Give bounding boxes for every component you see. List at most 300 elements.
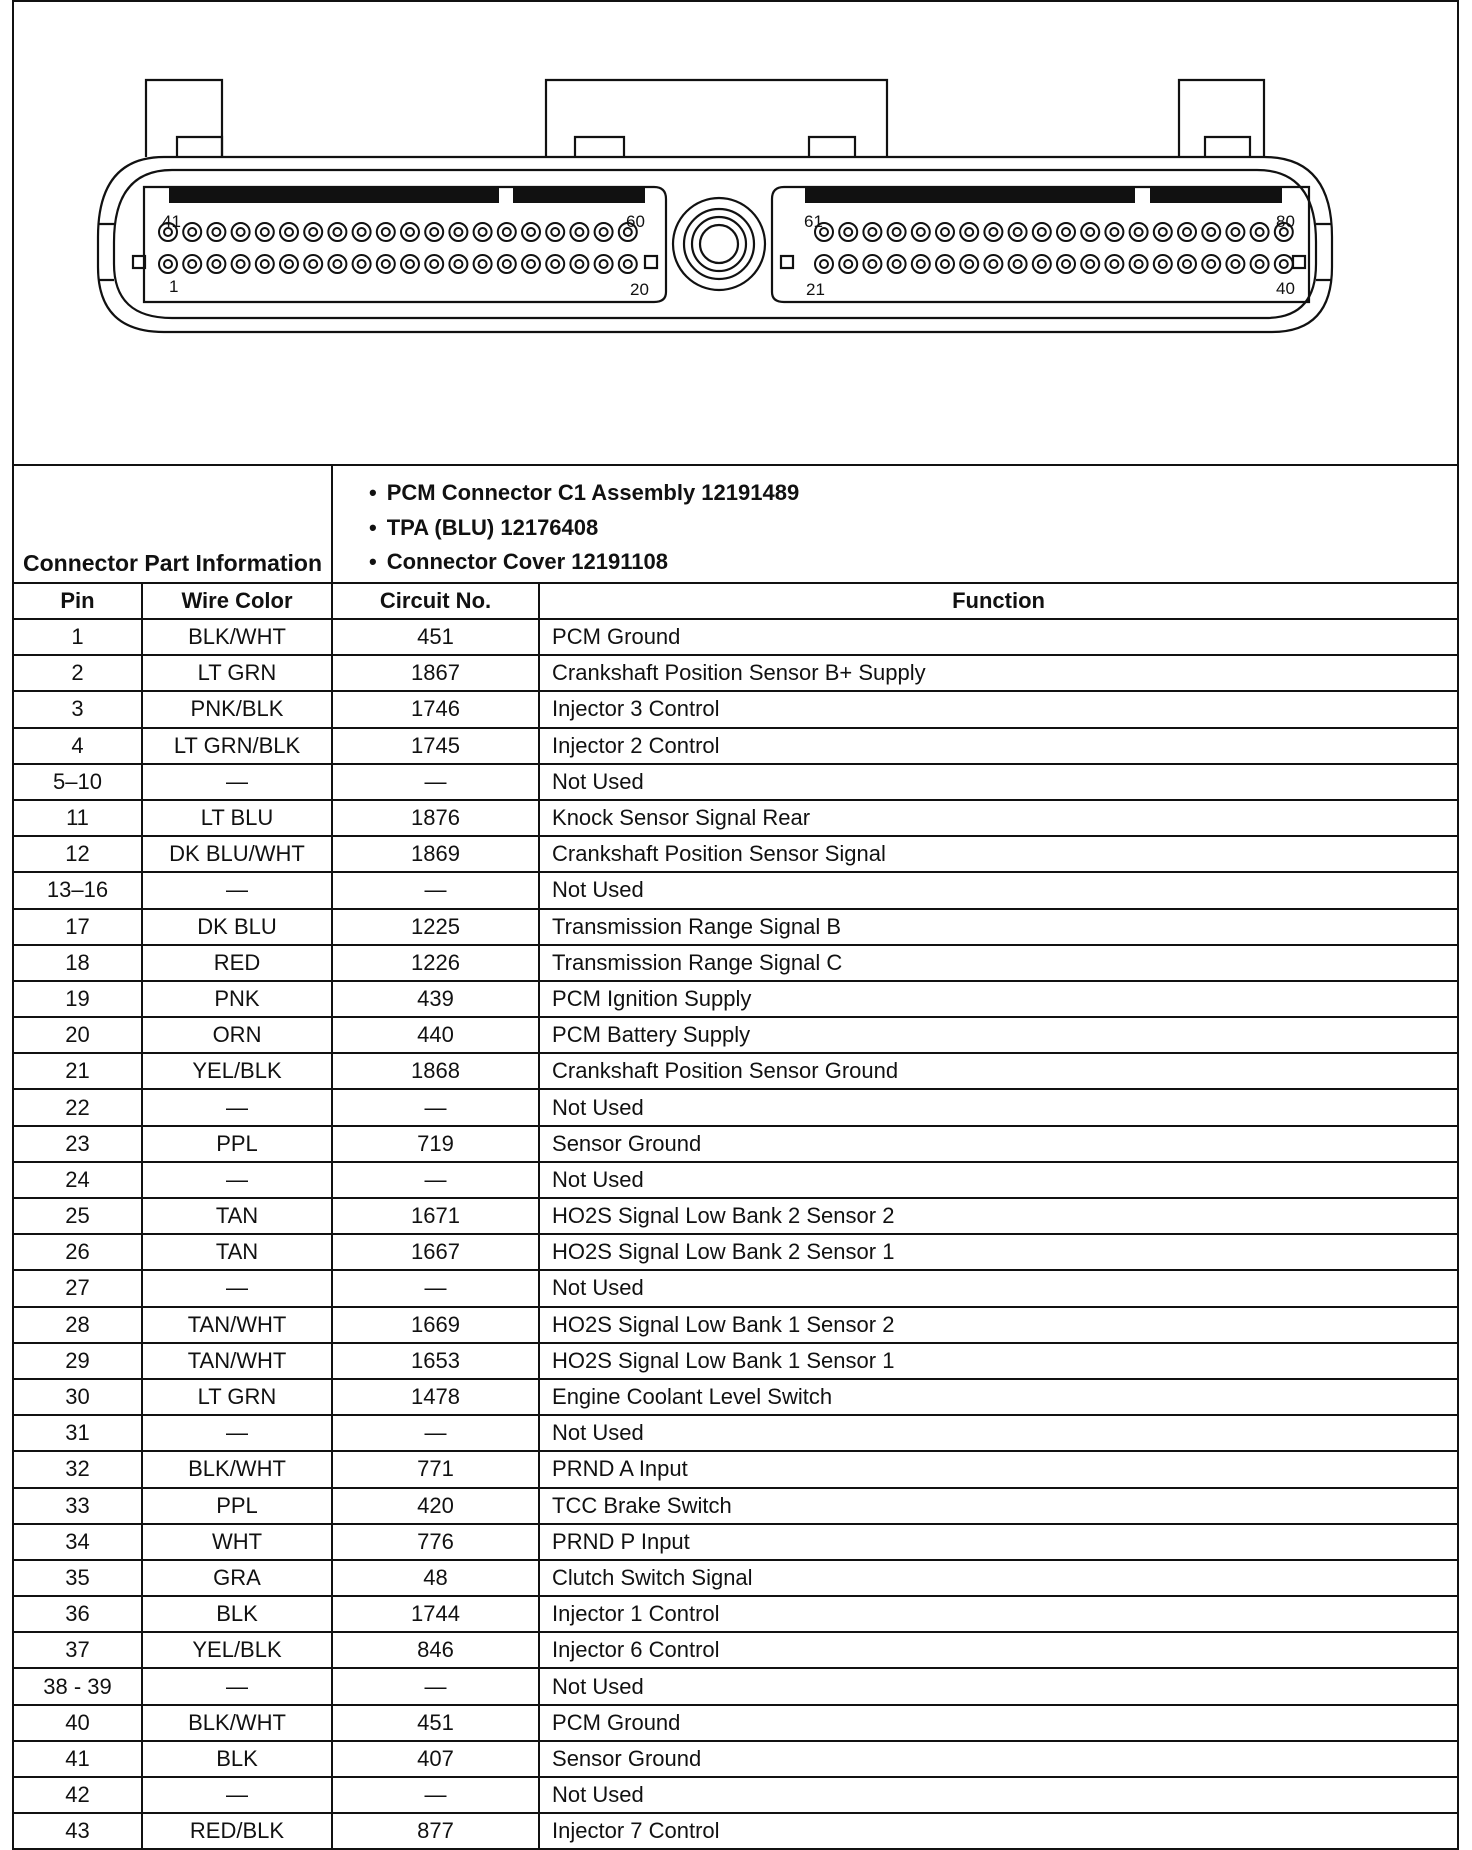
table-row xyxy=(13,1343,1458,1379)
table-row xyxy=(13,800,1458,836)
table-row xyxy=(13,1632,1458,1668)
cell-pin: 40 xyxy=(13,1705,142,1741)
pin-hole-right-bottom-core xyxy=(1256,260,1264,268)
pin-hole-left-bottom-core xyxy=(430,260,438,268)
pin-hole-right-top xyxy=(1178,223,1196,241)
pin-hole-left-bottom xyxy=(183,255,201,273)
cell-wire-color: — xyxy=(142,1270,332,1306)
cell-function: Not Used xyxy=(539,872,1458,908)
pin-hole-right-top xyxy=(1081,223,1099,241)
pin-hole-left-bottom xyxy=(256,255,274,273)
cell-pin: 22 xyxy=(13,1089,142,1125)
table-row xyxy=(13,764,1458,800)
pin-hole-left-bottom-core xyxy=(624,260,632,268)
cell-pin: 33 xyxy=(13,1488,142,1524)
pin-hole-right-bottom-core xyxy=(1135,260,1143,268)
cell-circuit: 451 xyxy=(332,619,539,655)
pin-hole-left-top-core xyxy=(575,228,583,236)
pin-hole-right-bottom xyxy=(888,255,906,273)
pin-label-21: 21 xyxy=(806,280,825,299)
connector-info-row xyxy=(13,465,1458,583)
connector-info-label: Connector Part Information xyxy=(13,465,332,583)
pin-hole-left-bottom xyxy=(498,255,516,273)
table-row xyxy=(13,691,1458,727)
cell-function: Injector 2 Control xyxy=(539,728,1458,764)
cell-pin: 31 xyxy=(13,1415,142,1451)
pin-hole-left-bottom xyxy=(159,255,177,273)
pin-hole-left-top xyxy=(474,223,492,241)
pin-hole-right-top xyxy=(1226,223,1244,241)
cell-function: PCM Ground xyxy=(539,619,1458,655)
pin-hole-right-top xyxy=(863,223,881,241)
pin-hole-right-top xyxy=(1251,223,1269,241)
cell-pin: 42 xyxy=(13,1777,142,1813)
table-row xyxy=(13,1089,1458,1125)
cell-wire-color: — xyxy=(142,1777,332,1813)
cell-pin: 21 xyxy=(13,1053,142,1089)
cell-pin: 38 - 39 xyxy=(13,1668,142,1704)
pin-hole-right-top xyxy=(1057,223,1075,241)
cell-pin: 28 xyxy=(13,1307,142,1343)
cell-wire-color: DK BLU xyxy=(142,909,332,945)
cell-wire-color: LT GRN/BLK xyxy=(142,728,332,764)
pin-hole-right-top-core xyxy=(1038,228,1046,236)
pin-hole-right-bottom-core xyxy=(1207,260,1215,268)
pin-hole-right-bottom xyxy=(1275,255,1293,273)
cell-circuit: — xyxy=(332,1668,539,1704)
pin-hole-left-bottom xyxy=(522,255,540,273)
cell-function: Injector 1 Control xyxy=(539,1596,1458,1632)
cell-circuit: 719 xyxy=(332,1126,539,1162)
pin-hole-right-bottom xyxy=(912,255,930,273)
header-wire-color: Wire Color xyxy=(142,583,332,619)
cell-wire-color: RED xyxy=(142,945,332,981)
pin-hole-right-bottom-core xyxy=(820,260,828,268)
pin-hole-right-top xyxy=(839,223,857,241)
cell-circuit: 771 xyxy=(332,1451,539,1487)
cell-wire-color: BLK/WHT xyxy=(142,1705,332,1741)
cell-function: HO2S Signal Low Bank 1 Sensor 1 xyxy=(539,1343,1458,1379)
pin-hole-left-top xyxy=(425,223,443,241)
pin-hole-right-top-core xyxy=(844,228,852,236)
table-row xyxy=(13,1126,1458,1162)
cell-wire-color: RED/BLK xyxy=(142,1813,332,1849)
pin-hole-right-top-core xyxy=(1086,228,1094,236)
pin-hole-right-top-core xyxy=(1159,228,1167,236)
table-row xyxy=(13,1705,1458,1741)
cell-wire-color: TAN xyxy=(142,1234,332,1270)
pin-hole-right-top xyxy=(1154,223,1172,241)
pin-hole-right-top-core xyxy=(1256,228,1264,236)
pin-hole-right-bottom xyxy=(984,255,1002,273)
pin-hole-left-top xyxy=(328,223,346,241)
pin-hole-left-top-core xyxy=(382,228,390,236)
cell-circuit: — xyxy=(332,1415,539,1451)
connector-info-item: • Connector Cover 12191108 xyxy=(373,545,1457,580)
pin-hole-left-bottom-core xyxy=(600,260,608,268)
cell-pin: 35 xyxy=(13,1560,142,1596)
pin-hole-left-bottom-core xyxy=(551,260,559,268)
cell-function: PRND P Input xyxy=(539,1524,1458,1560)
cell-function: Crankshaft Position Sensor Ground xyxy=(539,1053,1458,1089)
pin-hole-right-top-core xyxy=(1062,228,1070,236)
pin-hole-left-top xyxy=(280,223,298,241)
pin-hole-left-top xyxy=(256,223,274,241)
cell-function: PCM Ignition Supply xyxy=(539,981,1458,1017)
pin-hole-right-top-core xyxy=(1231,228,1239,236)
header-circuit: Circuit No. xyxy=(332,583,539,619)
cell-wire-color: TAN/WHT xyxy=(142,1307,332,1343)
cell-function: Not Used xyxy=(539,764,1458,800)
cell-circuit: 439 xyxy=(332,981,539,1017)
pin-label-80: 80 xyxy=(1276,212,1295,231)
pin-hole-left-bottom-core xyxy=(188,260,196,268)
connector-diagram xyxy=(12,0,1459,466)
cell-wire-color: WHT xyxy=(142,1524,332,1560)
cell-function: Not Used xyxy=(539,1162,1458,1198)
pin-hole-right-bottom xyxy=(936,255,954,273)
cell-circuit: — xyxy=(332,764,539,800)
pin-hole-right-bottom xyxy=(863,255,881,273)
pin-hole-left-bottom xyxy=(570,255,588,273)
pin-hole-right-top-core xyxy=(868,228,876,236)
cell-wire-color: DK BLU/WHT xyxy=(142,836,332,872)
cell-wire-color: PNK/BLK xyxy=(142,691,332,727)
table-row xyxy=(13,872,1458,908)
cell-function: Not Used xyxy=(539,1089,1458,1125)
table-row xyxy=(13,1234,1458,1270)
pin-hole-left-bottom-core xyxy=(503,260,511,268)
pin-hole-left-bottom-core xyxy=(309,260,317,268)
cell-pin: 20 xyxy=(13,1017,142,1053)
table-row xyxy=(13,619,1458,655)
cell-wire-color: PPL xyxy=(142,1126,332,1162)
cell-circuit: 407 xyxy=(332,1741,539,1777)
cell-function: Not Used xyxy=(539,1270,1458,1306)
pin-hole-right-top xyxy=(984,223,1002,241)
pin-hole-right-top xyxy=(1033,223,1051,241)
pin-hole-left-top xyxy=(522,223,540,241)
cell-function: HO2S Signal Low Bank 2 Sensor 2 xyxy=(539,1198,1458,1234)
cell-function: Clutch Switch Signal xyxy=(539,1560,1458,1596)
pin-hole-left-top xyxy=(498,223,516,241)
pin-hole-right-bottom-core xyxy=(1062,260,1070,268)
cell-function: Sensor Ground xyxy=(539,1741,1458,1777)
pin-hole-left-top xyxy=(353,223,371,241)
pin-hole-right-bottom xyxy=(1009,255,1027,273)
pin-hole-left-top xyxy=(232,223,250,241)
cell-function: TCC Brake Switch xyxy=(539,1488,1458,1524)
pin-label-41: 41 xyxy=(162,212,181,231)
cell-function: Transmission Range Signal C xyxy=(539,945,1458,981)
cell-wire-color: — xyxy=(142,872,332,908)
pin-hole-left-top-core xyxy=(600,228,608,236)
cell-pin: 30 xyxy=(13,1379,142,1415)
pin-hole-right-top xyxy=(1105,223,1123,241)
cell-pin: 37 xyxy=(13,1632,142,1668)
pin-hole-right-bottom xyxy=(1105,255,1123,273)
pin-hole-left-top-core xyxy=(188,228,196,236)
pin-hole-left-bottom-core xyxy=(406,260,414,268)
cell-wire-color: — xyxy=(142,1415,332,1451)
pin-hole-left-bottom xyxy=(546,255,564,273)
cell-pin: 34 xyxy=(13,1524,142,1560)
cell-function: HO2S Signal Low Bank 2 Sensor 1 xyxy=(539,1234,1458,1270)
pin-hole-right-top-core xyxy=(941,228,949,236)
pin-hole-right-top-core xyxy=(989,228,997,236)
connector-info-list xyxy=(332,465,1458,583)
cell-function: Crankshaft Position Sensor Signal xyxy=(539,836,1458,872)
pin-hole-left-top-core xyxy=(551,228,559,236)
cell-circuit: — xyxy=(332,1089,539,1125)
cell-circuit: — xyxy=(332,1777,539,1813)
cell-wire-color: ORN xyxy=(142,1017,332,1053)
table-row xyxy=(13,1451,1458,1487)
cell-wire-color: BLK xyxy=(142,1596,332,1632)
pin-hole-right-top-core xyxy=(1183,228,1191,236)
cell-circuit: — xyxy=(332,1162,539,1198)
cell-function: PCM Ground xyxy=(539,1705,1458,1741)
pin-hole-right-bottom xyxy=(839,255,857,273)
pin-hole-right-top xyxy=(1202,223,1220,241)
pin-hole-left-bottom-core xyxy=(261,260,269,268)
cell-wire-color: BLK/WHT xyxy=(142,1451,332,1487)
pin-hole-left-bottom-core xyxy=(454,260,462,268)
cell-wire-color: TAN xyxy=(142,1198,332,1234)
pin-hole-right-bottom-core xyxy=(868,260,876,268)
table-row xyxy=(13,909,1458,945)
pin-hole-left-bottom-core xyxy=(358,260,366,268)
table-row xyxy=(13,1524,1458,1560)
pin-hole-left-bottom xyxy=(595,255,613,273)
pin-hole-right-top xyxy=(1130,223,1148,241)
pin-hole-right-bottom-core xyxy=(917,260,925,268)
pin-hole-right-top-core xyxy=(1207,228,1215,236)
cell-function: PRND A Input xyxy=(539,1451,1458,1487)
pin-hole-left-bottom xyxy=(304,255,322,273)
table-row xyxy=(13,1415,1458,1451)
pin-hole-left-bottom xyxy=(449,255,467,273)
cell-wire-color: — xyxy=(142,1668,332,1704)
pin-hole-left-bottom-core xyxy=(382,260,390,268)
cell-circuit: 1478 xyxy=(332,1379,539,1415)
pin-hole-left-top-core xyxy=(237,228,245,236)
pin-label-40: 40 xyxy=(1276,279,1295,298)
cell-wire-color: — xyxy=(142,1089,332,1125)
cell-function: Injector 7 Control xyxy=(539,1813,1458,1849)
pin-hole-right-bottom-core xyxy=(1086,260,1094,268)
pin-hole-left-top-core xyxy=(285,228,293,236)
table-row xyxy=(13,1596,1458,1632)
pin-hole-left-bottom xyxy=(280,255,298,273)
table-row xyxy=(13,655,1458,691)
pin-hole-left-bottom xyxy=(425,255,443,273)
table-row xyxy=(13,1270,1458,1306)
pin-label-60: 60 xyxy=(626,212,645,231)
cell-pin: 18 xyxy=(13,945,142,981)
cell-function: Not Used xyxy=(539,1668,1458,1704)
cell-pin: 24 xyxy=(13,1162,142,1198)
cell-circuit: — xyxy=(332,1270,539,1306)
pin-hole-right-bottom-core xyxy=(1038,260,1046,268)
cell-circuit: 1867 xyxy=(332,655,539,691)
table-row xyxy=(13,1053,1458,1089)
pin-hole-left-top-core xyxy=(212,228,220,236)
cell-circuit: 1876 xyxy=(332,800,539,836)
pin-hole-right-top xyxy=(912,223,930,241)
cell-wire-color: PNK xyxy=(142,981,332,1017)
pin-hole-left-top xyxy=(183,223,201,241)
pin-hole-left-top-core xyxy=(503,228,511,236)
cell-wire-color: GRA xyxy=(142,1560,332,1596)
table-row xyxy=(13,1813,1458,1849)
cell-wire-color: BLK/WHT xyxy=(142,619,332,655)
pin-label-61: 61 xyxy=(804,212,823,231)
pin-hole-right-bottom xyxy=(1154,255,1172,273)
pin-hole-right-bottom-core xyxy=(989,260,997,268)
cell-pin: 43 xyxy=(13,1813,142,1849)
cell-circuit: 1869 xyxy=(332,836,539,872)
pin-hole-right-bottom xyxy=(1178,255,1196,273)
pin-hole-left-top xyxy=(570,223,588,241)
table-row xyxy=(13,1488,1458,1524)
pin-hole-right-bottom xyxy=(1251,255,1269,273)
connector-info-item: • TPA (BLU) 12176408 xyxy=(373,511,1457,546)
cell-circuit: 451 xyxy=(332,1705,539,1741)
pin-hole-right-bottom xyxy=(1226,255,1244,273)
table-row xyxy=(13,1379,1458,1415)
cell-pin: 1 xyxy=(13,619,142,655)
cell-function: Not Used xyxy=(539,1777,1458,1813)
pin-hole-right-bottom-core xyxy=(1183,260,1191,268)
cell-pin: 29 xyxy=(13,1343,142,1379)
cell-wire-color: LT BLU xyxy=(142,800,332,836)
pin-hole-right-bottom-core xyxy=(1014,260,1022,268)
table-row xyxy=(13,1307,1458,1343)
pin-hole-right-top-core xyxy=(893,228,901,236)
pin-hole-right-top xyxy=(960,223,978,241)
pin-hole-right-top-core xyxy=(1014,228,1022,236)
pin-hole-left-top-core xyxy=(333,228,341,236)
pin-hole-left-top xyxy=(401,223,419,241)
pin-hole-left-top-core xyxy=(309,228,317,236)
cell-circuit: 1746 xyxy=(332,691,539,727)
pin-hole-left-top-core xyxy=(527,228,535,236)
cell-circuit: 846 xyxy=(332,1632,539,1668)
pin-hole-right-bottom xyxy=(1081,255,1099,273)
cell-function: Transmission Range Signal B xyxy=(539,909,1458,945)
pin-hole-right-bottom-core xyxy=(965,260,973,268)
cell-pin: 25 xyxy=(13,1198,142,1234)
table-row xyxy=(13,728,1458,764)
cell-pin: 11 xyxy=(13,800,142,836)
pin-hole-left-top xyxy=(207,223,225,241)
pin-hole-left-bottom-core xyxy=(164,260,172,268)
pin-hole-left-bottom-core xyxy=(285,260,293,268)
cell-pin: 32 xyxy=(13,1451,142,1487)
cell-function: Injector 6 Control xyxy=(539,1632,1458,1668)
pin-hole-right-bottom xyxy=(1033,255,1051,273)
pin-hole-left-bottom xyxy=(619,255,637,273)
cell-circuit: 1225 xyxy=(332,909,539,945)
header-row xyxy=(13,583,1458,619)
cell-wire-color: — xyxy=(142,764,332,800)
table-row xyxy=(13,1560,1458,1596)
cell-function: HO2S Signal Low Bank 1 Sensor 2 xyxy=(539,1307,1458,1343)
cell-wire-color: — xyxy=(142,1162,332,1198)
cell-pin: 23 xyxy=(13,1126,142,1162)
cell-circuit: 877 xyxy=(332,1813,539,1849)
pin-hole-left-top xyxy=(377,223,395,241)
cell-circuit: 1745 xyxy=(332,728,539,764)
cell-function: Not Used xyxy=(539,1415,1458,1451)
cell-circuit: 48 xyxy=(332,1560,539,1596)
cell-pin: 36 xyxy=(13,1596,142,1632)
pin-hole-right-bottom xyxy=(815,255,833,273)
pin-hole-right-bottom-core xyxy=(941,260,949,268)
cell-pin: 26 xyxy=(13,1234,142,1270)
pin-hole-right-bottom-core xyxy=(1110,260,1118,268)
connector-info-item: • PCM Connector C1 Assembly 12191489 xyxy=(373,476,1457,511)
pin-hole-right-bottom-core xyxy=(893,260,901,268)
cell-pin: 27 xyxy=(13,1270,142,1306)
table-row xyxy=(13,1198,1458,1234)
cell-pin: 13–16 xyxy=(13,872,142,908)
pin-label-1: 1 xyxy=(169,277,179,296)
cell-pin: 19 xyxy=(13,981,142,1017)
cell-wire-color: LT GRN xyxy=(142,655,332,691)
cell-function: Engine Coolant Level Switch xyxy=(539,1379,1458,1415)
cell-circuit: 420 xyxy=(332,1488,539,1524)
pin-hole-left-bottom-core xyxy=(527,260,535,268)
cell-function: Injector 3 Control xyxy=(539,691,1458,727)
cell-pin: 3 xyxy=(13,691,142,727)
cell-circuit: — xyxy=(332,872,539,908)
pin-hole-right-bottom-core xyxy=(1280,260,1288,268)
cell-circuit: 1667 xyxy=(332,1234,539,1270)
pin-hole-right-bottom-core xyxy=(1159,260,1167,268)
pin-hole-left-bottom xyxy=(474,255,492,273)
pin-hole-left-bottom xyxy=(232,255,250,273)
cell-circuit: 1744 xyxy=(332,1596,539,1632)
table-row xyxy=(13,981,1458,1017)
pin-hole-right-top xyxy=(1009,223,1027,241)
cell-circuit: 1669 xyxy=(332,1307,539,1343)
cell-pin: 5–10 xyxy=(13,764,142,800)
cell-circuit: 1671 xyxy=(332,1198,539,1234)
cell-wire-color: BLK xyxy=(142,1741,332,1777)
pin-hole-left-bottom-core xyxy=(237,260,245,268)
header-function: Function xyxy=(539,583,1458,619)
cell-function: Knock Sensor Signal Rear xyxy=(539,800,1458,836)
cell-pin: 4 xyxy=(13,728,142,764)
table-row xyxy=(13,1668,1458,1704)
pin-hole-right-top xyxy=(936,223,954,241)
table-row xyxy=(13,945,1458,981)
pin-hole-left-bottom xyxy=(401,255,419,273)
cell-function: Sensor Ground xyxy=(539,1126,1458,1162)
pin-label-20: 20 xyxy=(630,280,649,299)
pin-hole-right-bottom-core xyxy=(844,260,852,268)
pin-table xyxy=(12,464,1459,1850)
pin-hole-right-top xyxy=(888,223,906,241)
pin-hole-left-top xyxy=(449,223,467,241)
pin-hole-left-top-core xyxy=(406,228,414,236)
pin-hole-left-bottom xyxy=(328,255,346,273)
pin-hole-left-bottom xyxy=(353,255,371,273)
table-row xyxy=(13,836,1458,872)
cell-circuit: 1226 xyxy=(332,945,539,981)
